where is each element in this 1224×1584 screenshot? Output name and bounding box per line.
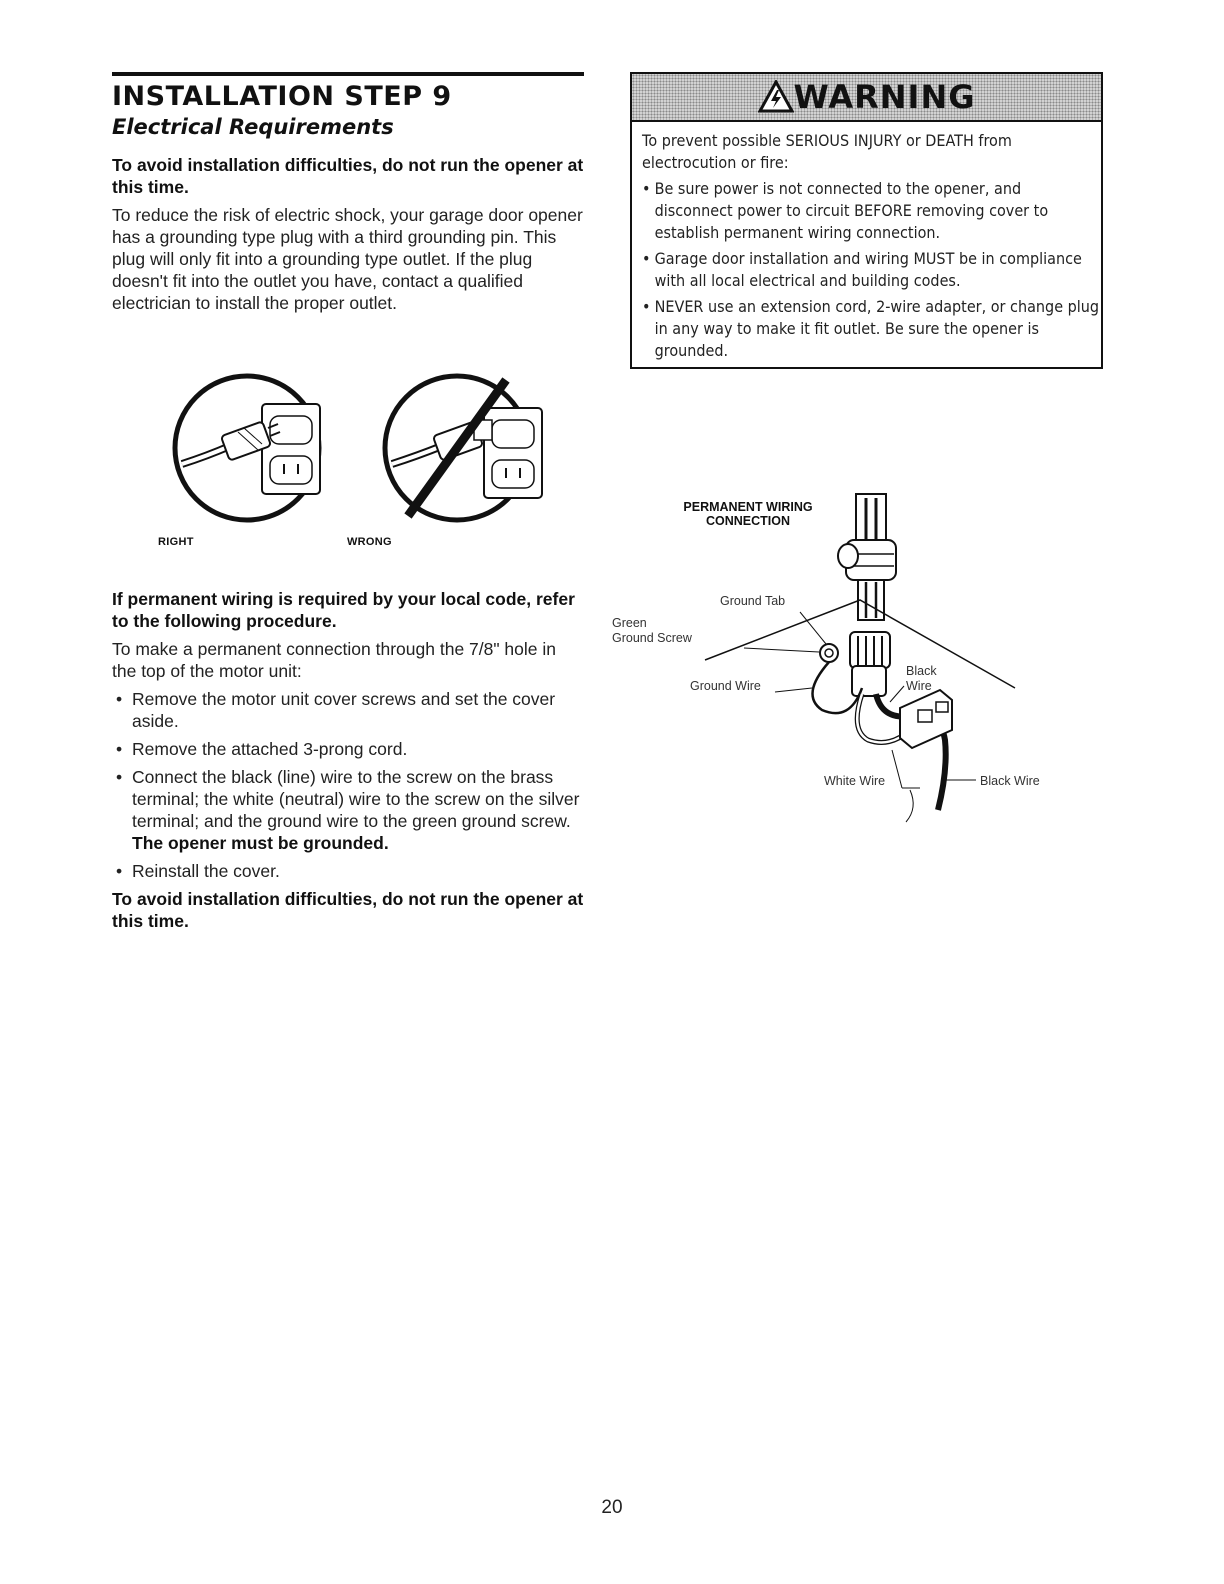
page-number: 20	[601, 1497, 623, 1518]
step-rule	[112, 72, 584, 76]
step-title: INSTALLATION STEP 9	[112, 81, 452, 112]
outlet-right-label: RIGHT	[158, 536, 194, 548]
outlet-wrong-label: WRONG	[347, 536, 392, 548]
warning-body	[632, 122, 1101, 362]
black-wire-label-upper: Wire	[906, 679, 932, 693]
electric-hazard-icon	[758, 80, 794, 114]
permanent-wiring-heading: If permanent wiring is required by your local code, refer to the following procedure.	[112, 589, 575, 631]
ground-tab-label: Ground Tab	[720, 594, 786, 608]
ground-wire-label: Ground Wire	[690, 679, 761, 693]
warning-item: • Garage door installation and wiring MUST be in compliance with all local electrical and building codes.	[642, 248, 1099, 292]
procedure-step: • Remove the attached 3-prong cord.	[112, 738, 584, 760]
outlet-right-figure	[175, 376, 320, 520]
figure-title-line1: PERMANENT WIRING	[683, 500, 813, 514]
warning-item: • NEVER use an extension cord, 2-wire adapter, or change plug in any way to make it fit outlet. Be sure the opener is grounded.	[642, 296, 1099, 362]
black-wire-label: Black Wire	[980, 774, 1040, 788]
figure-title	[648, 500, 848, 528]
procedure-step: • Remove the motor unit cover screws and set the cover aside.	[112, 688, 584, 732]
outlet-illustration	[112, 324, 584, 564]
closing-warning-text: To avoid installation difficulties, do not run the opener at this time.	[112, 889, 584, 931]
permanent-wiring-intro: To make a permanent connection through the 7/8" hole in the top of the motor unit:	[112, 639, 557, 681]
warning-box	[630, 72, 1103, 369]
permanent-wiring-figure	[600, 490, 1060, 830]
white-wire-label: White Wire	[824, 774, 886, 788]
left-column	[112, 72, 584, 932]
procedure-step	[112, 766, 584, 854]
warning-title: WARNING	[793, 78, 976, 116]
warning-header	[632, 74, 1101, 122]
procedure-step-text: Connect the black (line) wire to the screw on the brass terminal; the white (neutral) wire to the screw on the silver terminal; and the ground wire to the green ground screw.	[132, 767, 580, 831]
procedure-list	[112, 688, 584, 882]
outlet-wrong-figure	[385, 376, 542, 520]
green-label: Green	[612, 616, 647, 630]
figure-title-line2: CONNECTION	[705, 514, 791, 528]
warning-intro: To prevent possible SERIOUS INJURY or DEATH from electrocution or fire:	[642, 131, 1012, 172]
outlet-drawing	[112, 324, 584, 564]
black-label: Black	[906, 664, 937, 678]
grounded-note: The opener must be grounded.	[132, 833, 389, 853]
procedure-step: • Reinstall the cover.	[112, 860, 584, 882]
ground-screw-label: Ground Screw	[612, 631, 692, 645]
intro-paragraph: To reduce the risk of electric shock, your garage door opener has a grounding type plug with a third grounding pin. This plug will only fit into a grounding type outlet. If the plug doesn't fit into the outlet you have, contact a qualified electrician to install the proper outlet.	[112, 205, 583, 313]
step-subtitle: Electrical Requirements	[112, 115, 394, 139]
intro-warning-text: To avoid installation difficulties, do not run the opener at this time.	[112, 155, 584, 197]
warning-list	[642, 178, 1100, 362]
warning-item: • Be sure power is not connected to the opener, and disconnect power to circuit BEFORE removing cover to establish permanent wiring connection.	[642, 178, 1099, 244]
